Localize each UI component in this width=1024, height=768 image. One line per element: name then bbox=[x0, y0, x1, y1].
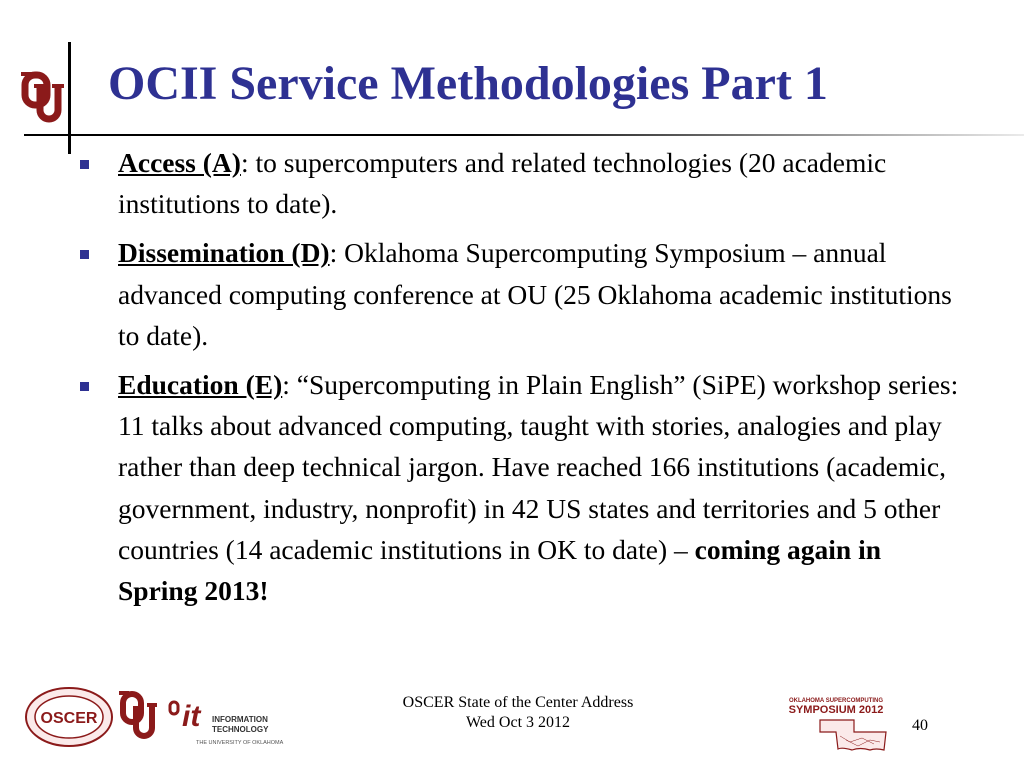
bullet-education bbox=[80, 364, 960, 611]
oscer-seal-logo bbox=[24, 686, 114, 748]
term-access: Access (A) bbox=[118, 147, 241, 178]
footer-text bbox=[300, 693, 736, 733]
bullet-square-icon bbox=[80, 250, 89, 259]
header-vertical-rule bbox=[68, 42, 71, 154]
it-logo-line1: INFORMATION bbox=[212, 715, 268, 724]
term-dissemination: Dissemination (D) bbox=[118, 237, 330, 269]
it-logo-line3: THE UNIVERSITY OF OKLAHOMA bbox=[196, 740, 284, 746]
ou-it-logo bbox=[168, 692, 288, 748]
symposium-logo-line2: SYMPOSIUM 2012 bbox=[788, 704, 884, 716]
bullet-square-icon bbox=[80, 382, 89, 391]
oscer-seal-text: OSCER bbox=[40, 710, 98, 727]
bullet-list bbox=[80, 142, 960, 619]
it-logo-line2: TECHNOLOGY bbox=[212, 725, 269, 734]
symposium-logo-line1: OKLAHOMA SUPERCOMPUTING bbox=[788, 698, 884, 704]
bullet-emphasis-education: coming again in Spring 2013! bbox=[118, 533, 882, 607]
svg-text:it: it bbox=[182, 700, 201, 733]
header-rule-fade bbox=[24, 134, 1024, 136]
ou-footer-logo-icon bbox=[119, 690, 159, 744]
footer-line1: OSCER State of the Center Address bbox=[402, 694, 634, 711]
bullet-dissemination bbox=[80, 232, 960, 356]
slide-title: OCII Service Methodologies Part 1 bbox=[108, 57, 828, 110]
bullet-text-education: : “Supercomputing in Plain English” (SiPE) workshop series: 11 talks about advanced computing, taught with stories, analogies and play rather than deep technical jargon. Have reached 166 institutions (academic, government, industry, nonprofit) in 42 US states and territories and 5 other countries (14 academic institutions in OK to date) – bbox=[118, 369, 959, 565]
term-education: Education (E) bbox=[118, 369, 283, 401]
page-number: 40 bbox=[912, 717, 928, 734]
bullet-text-dissemination: : Oklahoma Supercomputing Symposium – annual advanced computing conference at OU (25 Oklahoma academic institutions to date). bbox=[118, 237, 952, 351]
ou-logo-icon bbox=[20, 70, 68, 128]
bullet-access bbox=[80, 142, 960, 224]
bullet-text-access: : to supercomputers and related technologies (20 academic institutions to date). bbox=[118, 147, 887, 220]
symposium-2012-logo bbox=[780, 692, 892, 754]
bullet-square-icon bbox=[80, 160, 89, 169]
footer-line2: Wed Oct 3 2012 bbox=[465, 714, 571, 731]
